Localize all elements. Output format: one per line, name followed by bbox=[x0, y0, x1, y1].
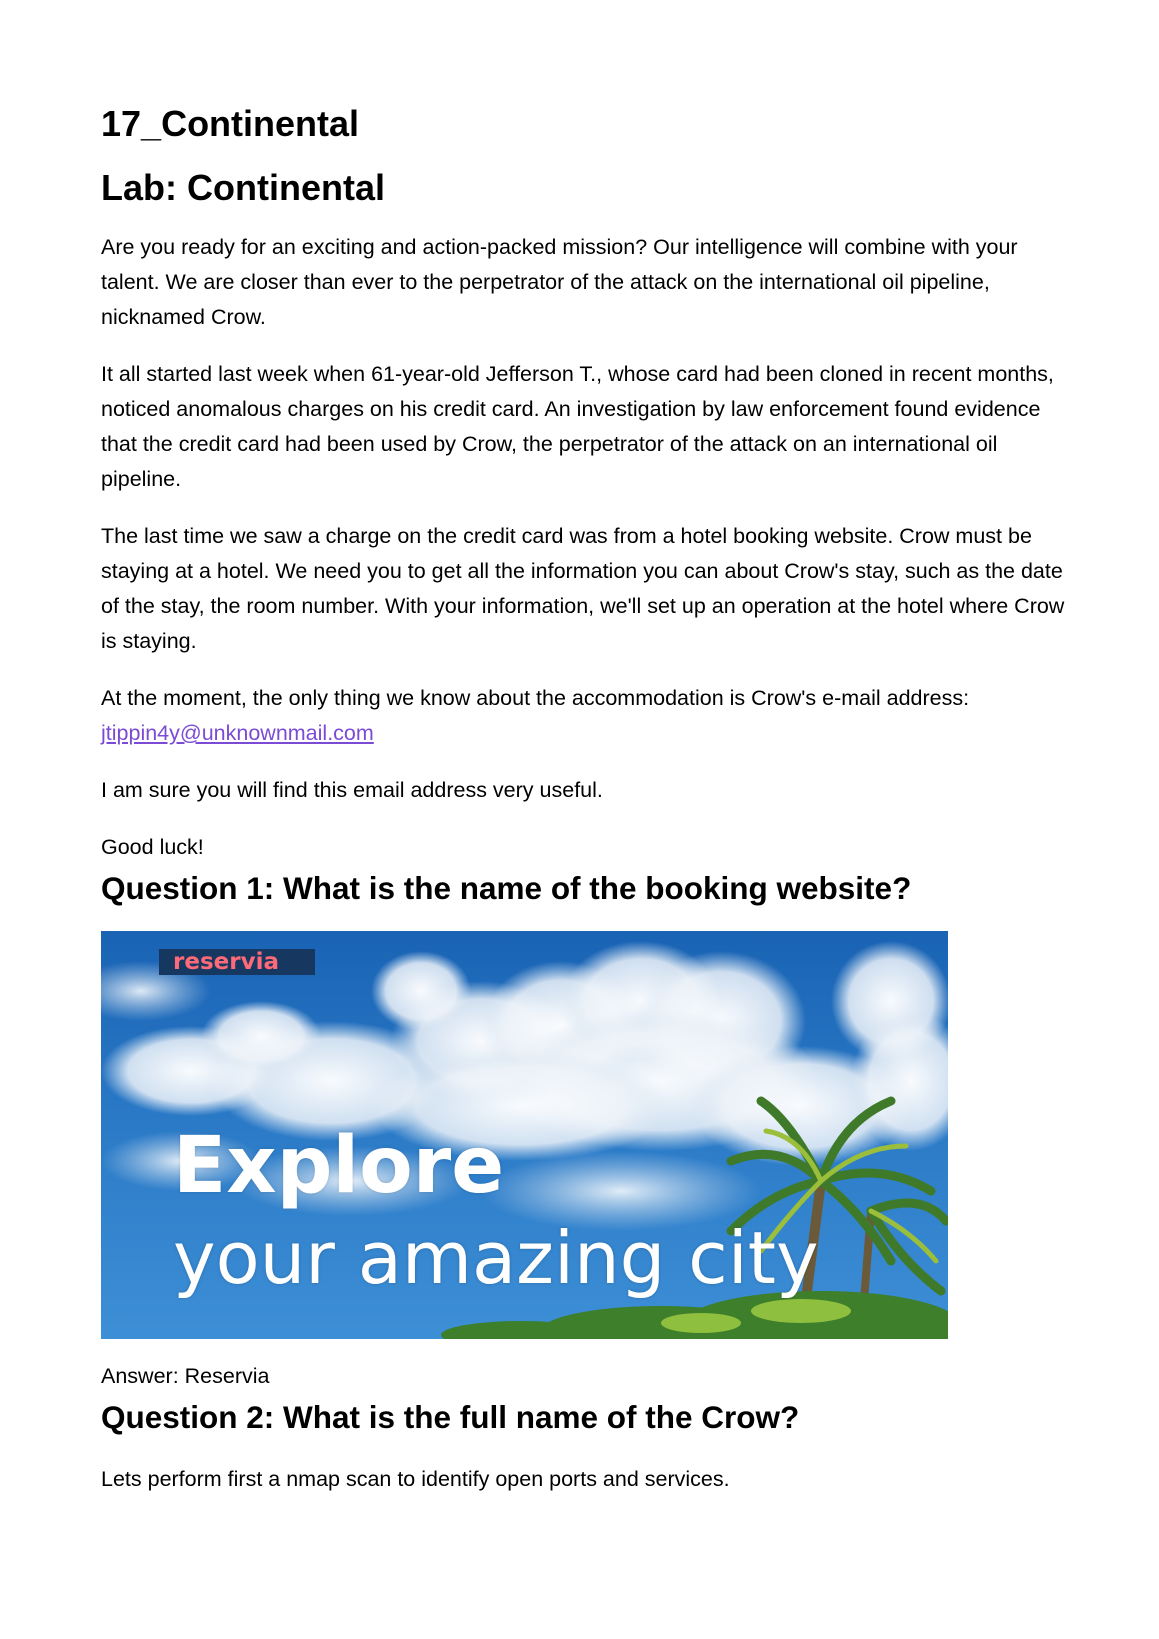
hero-subheadline: your amazing city bbox=[173, 1216, 819, 1300]
answer-1: Answer: Reservia bbox=[101, 1364, 270, 1388]
question-2-text: Lets perform first a nmap scan to identify open ports and services. bbox=[101, 1467, 730, 1491]
lab-title: Lab: Continental bbox=[101, 167, 385, 208]
document-title: 17_Continental bbox=[101, 103, 360, 144]
question-2-heading: Question 2: What is the full name of the Crow? bbox=[101, 1399, 800, 1435]
background-paragraph: It all started last week when 61-year-old Jefferson T., whose card had been cloned in recent months, noticed anomalous charges on his credit card. An investigation by law enforcement found evidence that the credit card had been used by Crow, the perpetrator of the attack on an international oil pipeline. bbox=[101, 362, 1054, 491]
email-intro-text: At the moment, the only thing we know about the accommodation is Crow's e-mail address: bbox=[101, 686, 970, 710]
booking-site-screenshot bbox=[101, 931, 948, 1339]
email-paragraph bbox=[101, 681, 1081, 751]
question-1-heading: Question 1: What is the name of the booking website? bbox=[101, 870, 912, 906]
hint-paragraph: I am sure you will find this email address very useful. bbox=[101, 778, 603, 802]
good-luck-paragraph: Good luck! bbox=[101, 835, 204, 859]
mission-paragraph: The last time we saw a charge on the credit card was from a hotel booking website. Crow must be staying at a hotel. We need you to get all the information you can about Crow's stay, such as the date of the stay, the room number. With your information, we'll set up an operation at the hotel where Crow is staying. bbox=[101, 524, 1065, 653]
intro-paragraph: Are you ready for an exciting and action-packed mission? Our intelligence will combine with your talent. We are closer than ever to the perpetrator of the attack on the international oil pipeline, nicknamed Crow. bbox=[101, 235, 1018, 329]
email-link[interactable]: jtippin4y@unknownmail.com bbox=[101, 721, 374, 745]
document-page bbox=[101, 98, 1081, 1497]
brand-logo: reservia bbox=[159, 949, 315, 975]
hero-headline: Explore bbox=[173, 1121, 505, 1211]
